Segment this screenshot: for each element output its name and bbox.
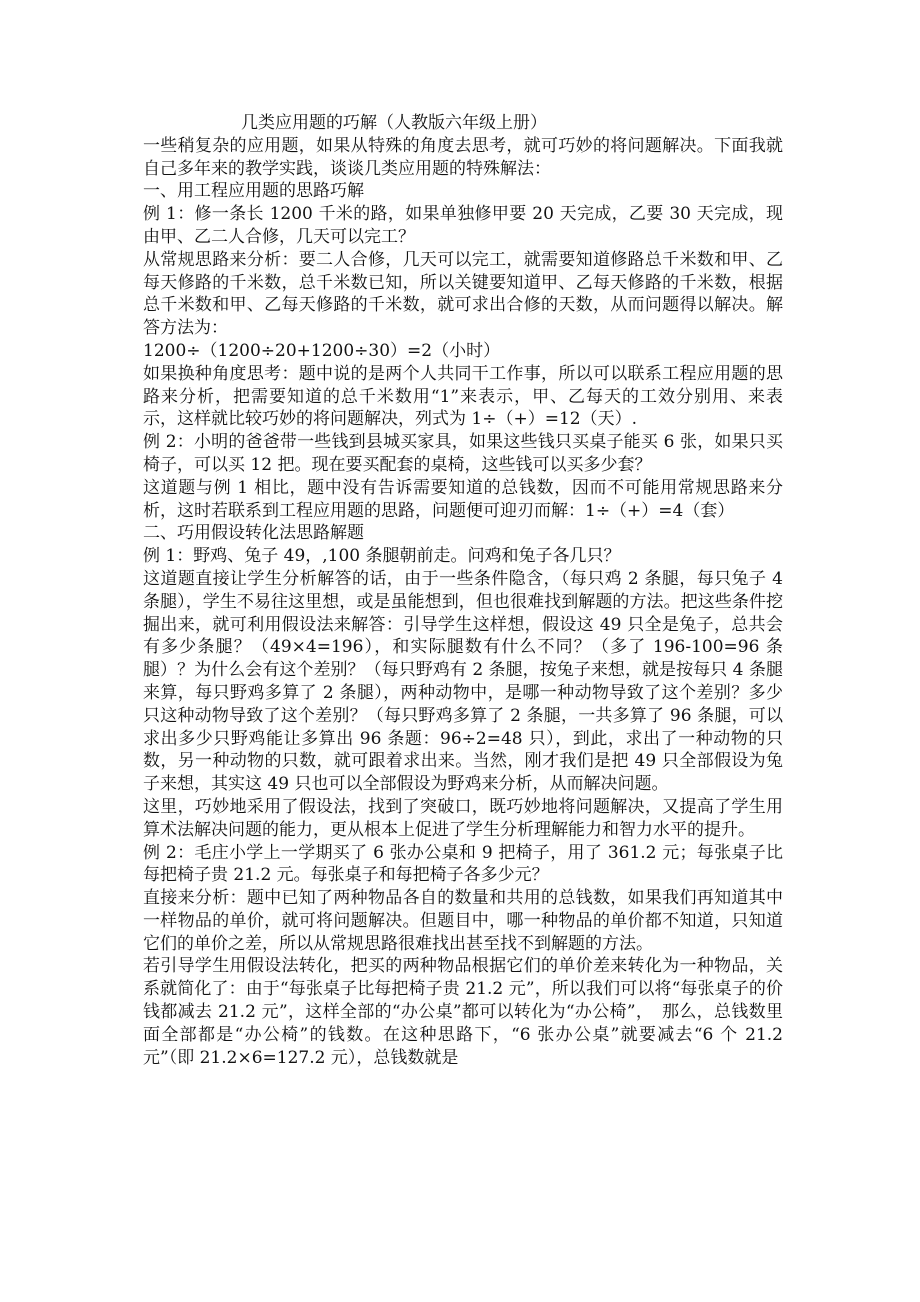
example-2-analysis: 这道题与例 1 相比，题中没有告诉需要知道的总钱数，因而不可能用常规思路来分析，这时若联系到工程应用题的思路，问题便可迎刃而解：1÷（+）=4（套） bbox=[143, 477, 783, 521]
document-title: 几类应用题的巧解（人教版六年级上册） bbox=[241, 113, 547, 133]
example-1-alternative: 如果换种角度思考：题中说的是两个人共同干工作事，所以可以联系工程应用题的思路来分析，把需要知道的总千米数用“1”来表示，甲、乙每天的工效分别用、来表示，这样就比较巧妙的将问题解决，列式为 1÷（+）=12（天）. bbox=[143, 363, 783, 430]
section-2-example-1-analysis: 这道题直接让学生分析解答的话，由于一些条件隐含，（每只鸡 2 条腿，每只兔子 4 条腿），学生不易往这里想，或是虽能想到，但也很难找到解题的方法。把这些条件挖掘出来，就可利用假设法来解答：引导学生这样想，假设这 49 只全是兔子，总共会有多少条腿？（49×4=196），和实际腿数有什么不同？（多了 196-100=96 条腿）？为什么会有这个差别？（每只野鸡有 2 条腿，按兔子来想，就是按每只 4 条腿来算，每只野鸡多算了 2 条腿），两种动物中，是哪一种动物导致了这个差别？多少只这种动物导致了这个差别？（每只野鸡多算了 2 条腿，一共多算了 96 条腿，可以求出多少只野鸡能让多算出 96 条题：96÷2=48 只），到此，求出了一种动物的只数，另一种动物的只数，就可跟着求出来。当然，刚才我们是把 49 只全部假设为兔子来想，其实这 49 只也可以全部假设为野鸡来分析，从而解决问题。 bbox=[143, 568, 783, 795]
example-1-formula: 1200÷（1200÷20+1200÷30）=2（小时） bbox=[143, 340, 501, 361]
intro-paragraph: 一些稍复杂的应用题，如果从特殊的角度去思考，就可巧妙的将问题解决。下面我就自己多年来的教学实践，谈谈几类应用题的特殊解法： bbox=[143, 135, 783, 179]
section-2-example-2-question: 例 2：毛庄小学上一学期买了 6 张办公桌和 9 把椅子，用了 361.2 元；每张桌子比每把椅子贵 21.2 元。每张桌子和每把椅子各多少元？ bbox=[143, 842, 783, 886]
example-2-question: 例 2：小明的爸爸带一些钱到县城买家具，如果这些钱只买桌子能买 6 张，如果只买椅子，可以买 12 把。现在要买配套的桌椅，这些钱可以买多少套？ bbox=[143, 432, 783, 475]
section-heading-1: 一、用工程应用题的思路巧解 bbox=[143, 181, 364, 202]
example-1-analysis: 从常规思路来分析：要二人合修，几天可以完工，就需要知道修路总千米数和甲、乙每天修路的千米数，总千米数已知，所以关键要知道甲、乙每天修路的千米数，根据总千米数和甲、乙每天修路的千米数，就可求出合修的天数，从而问题得以解决。解答方法为： bbox=[143, 249, 783, 339]
example-1-question: 例 1：修一条长 1200 千米的路，如果单独修甲要 20 天完成，乙要 30 天完成，现由甲、乙二人合修，几天可以完工？ bbox=[143, 204, 783, 247]
document-page bbox=[143, 112, 783, 1069]
section-2-summary: 这里，巧妙地采用了假设法，找到了突破口，既巧妙地将问题解决，又提高了学生用算术法解决问题的能力，更从根本上促进了学生分析理解能力和智力水平的提升。 bbox=[143, 796, 783, 840]
section-heading-2: 二、巧用假设转化法思路解题 bbox=[143, 523, 364, 544]
section-2-example-1-question: 例 1：野鸡、兔子 49，,100 条腿朝前走。问鸡和兔子各几只？ bbox=[143, 546, 621, 567]
section-2-example-2-solution: 若引导学生用假设法转化，把买的两种物品根据它们的单价差来转化为一种物品，关系就简化了：由于“每张桌子比每把椅子贵 21.2 元”，所以我们可以将“每张桌子的价钱都减去 21.2 元”，这样全部的“办公桌”都可以转化为“办公椅”， 那么，总钱数里面全部都是“办公椅”的钱数。在这种思路下，“6 张办公桌”就要减去“6 个 21.2 元”（即 21.2×6=127.2 元），总钱数就是 bbox=[143, 956, 783, 1068]
section-2-example-2-analysis: 直接来分析：题中已知了两种物品各自的数量和共用的总钱数，如果我们再知道其中一样物品的单价，就可将问题解决。但题目中，哪一种物品的单价都不知道，只知道它们的单价之差，所以从常规思路很难找出甚至找不到解题的方法。 bbox=[143, 888, 783, 954]
